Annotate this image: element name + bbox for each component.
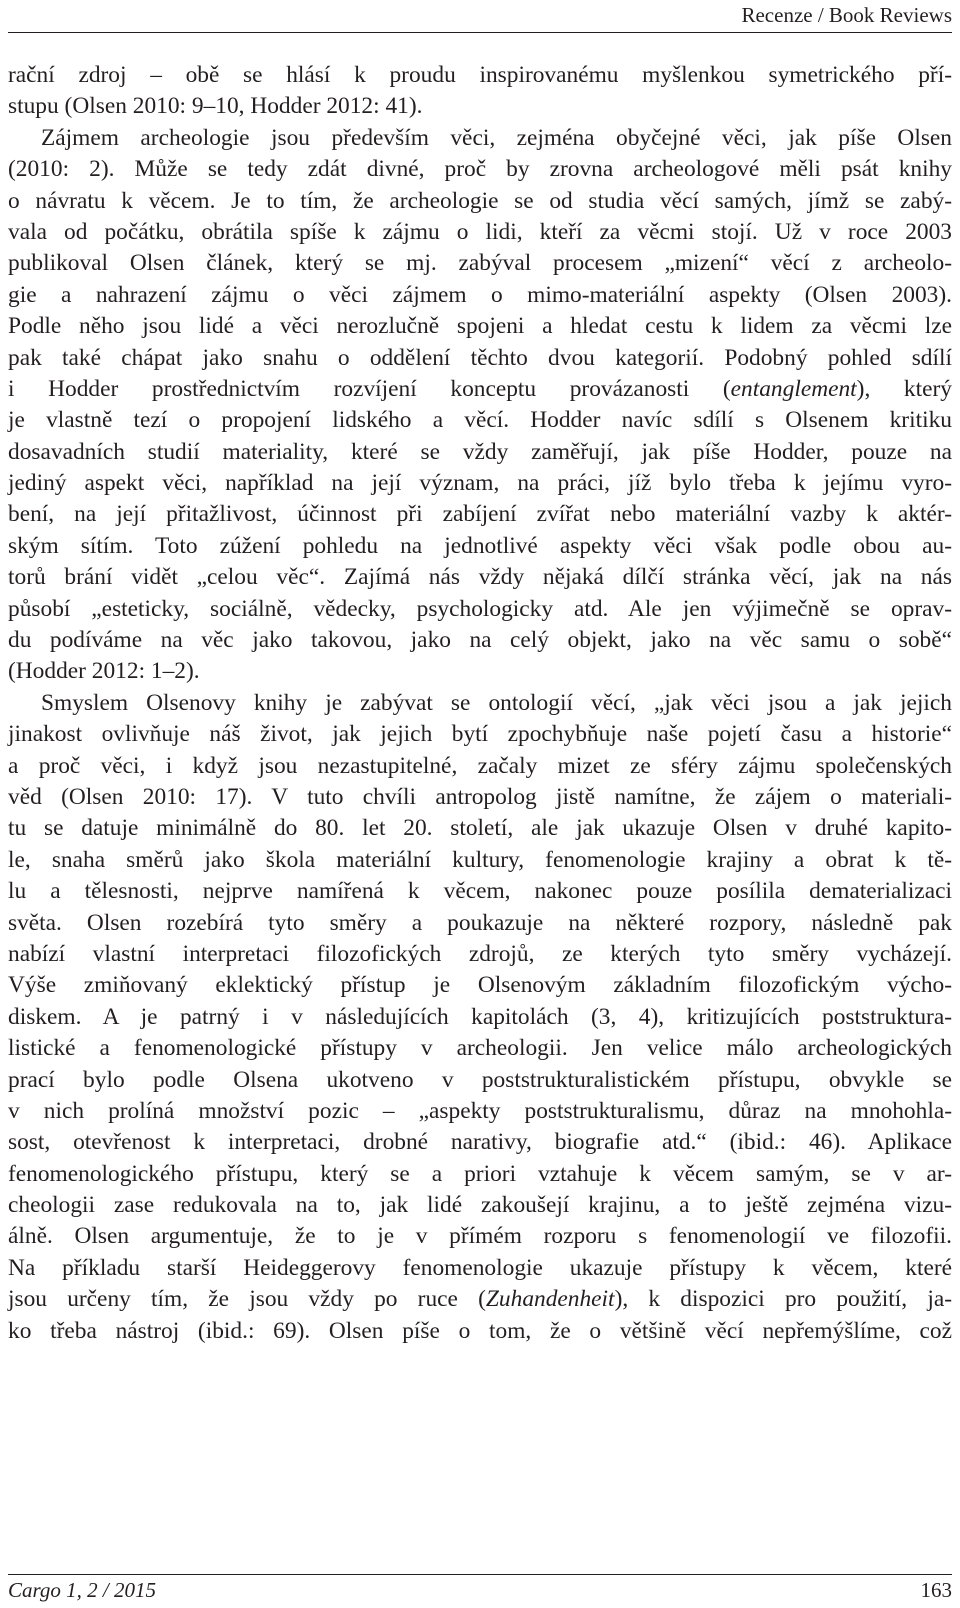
text-line: v nich prolíná množství pozic – „aspekty poststrukturalismu, důraz na mnohohla- <box>8 1097 952 1124</box>
header-rule <box>8 32 952 33</box>
text-line: (2010: 2). Může se tedy zdát divné, proč by zrovna archeologové měli psát knihy <box>8 156 952 183</box>
page-number: 163 <box>920 1578 952 1602</box>
text-line: bení, na její přitažlivost, účinnost při zabíjení zvířat nebo materiální vazby k aktér- <box>8 501 952 528</box>
text-line: jinakost ovlivňuje náš život, jak jejich bytí zpochybňuje naše pojetí času a historie“ <box>8 721 952 748</box>
text-line: Výše zmiňovaný eklektický přístup je Olsenovým základním filozofickým výcho- <box>8 972 952 999</box>
text-line: torů brání vidět „celou věc“. Zajímá nás vždy nějaká dílčí stránka věcí, jak na nás <box>8 564 952 591</box>
journal-citation: Cargo 1, 2 / 2015 <box>8 1578 156 1602</box>
text-line: Zájmem archeologie jsou především věci, zejména obyčejné věci, jak píše Olsen <box>41 124 952 151</box>
text-line: (Hodder 2012: 1–2). <box>8 658 200 685</box>
text-line: Smyslem Olsenovy knihy je zabývat se ontologií věcí, „jak věci jsou a jak jejich <box>41 689 952 716</box>
text-line: lu a tělesnosti, nejprve namířená k věcem, nakonec pouze posílila dematerializaci <box>8 878 952 905</box>
text-line: cheologii zase redukovala na to, jak lidé zakoušejí krajinu, a to ještě zejména vizu- <box>8 1192 952 1219</box>
text-line: a proč věci, i když jsou nezastupitelné, začaly mizet ze sféry zájmu společenských <box>8 752 952 779</box>
text-line: ským sítím. Toto zúžení pohledu na jednotlivé aspekty věci však podle obou au- <box>8 532 952 559</box>
text-line: dosavadních studií materiality, které se vždy zaměřují, jak píše Hodder, pouze na <box>8 438 952 465</box>
text-line: le, snaha směrů jako škola materiální kultury, fenomenologie krajiny a obrat k tě- <box>8 846 952 873</box>
text-line: o návratu k věcem. Je to tím, že archeologie se od studia věcí samých, jímž se zabý- <box>8 187 952 214</box>
text-line: du podíváme na věc jako takovou, jako na celý objekt, jako na věc samu o sobě“ <box>8 627 952 654</box>
text-line: álně. Olsen argumentuje, že to je v přímém rozporu s fenomenologií ve filozofii. <box>8 1223 952 1250</box>
text-line: diskem. A je patrný i v následujících kapitolách (3, 4), kritizujících poststruktura- <box>8 1003 952 1030</box>
text-line: světa. Olsen rozebírá tyto směry a poukazuje na některé rozpory, následně pak <box>8 909 952 936</box>
text-line: gie a nahrazení zájmu o věci zájmem o mimo-materiální aspekty (Olsen 2003). <box>8 281 952 308</box>
text-line: Na příkladu starší Heideggerovy fenomenologie ukazuje přístupy k věcem, které <box>8 1254 952 1281</box>
running-head: Recenze / Book Reviews <box>741 3 952 27</box>
text-line: jsou určeny tím, že jsou vždy po ruce (Zuhandenheit), k dispozici pro použití, ja- <box>8 1286 952 1313</box>
text-line: fenomenologického přístupu, který se a priori vztahuje k věcem samým, se v ar- <box>8 1160 952 1187</box>
text-line: nabízí vlastní interpretaci filozofických zdrojů, ze kterých tyto směry vycházejí. <box>8 940 952 967</box>
text-line: vala od počátku, obrátila spíše k zájmu o lidi, kteří za věcmi stojí. Už v roce 2003 <box>8 218 952 245</box>
text-line: ko třeba nástroj (ibid.: 69). Olsen píše o tom, že o většině věcí nepřemýšlíme, což <box>8 1317 952 1344</box>
text-line: působí „esteticky, sociálně, vědecky, psychologicky atd. Ale jen výjimečně se oprav- <box>8 595 952 622</box>
text-line: i Hodder prostřednictvím rozvíjení konceptu provázanosti (entanglement), který <box>8 375 952 402</box>
text-line: sost, otevřenost k interpretaci, drobné narativy, biografie atd.“ (ibid.: 46). Aplikace <box>8 1129 952 1156</box>
text-line: tu se datuje minimálně do 80. let 20. století, ale jak ukazuje Olsen v druhé kapito- <box>8 815 952 842</box>
text-line: věd (Olsen 2010: 17). V tuto chvíli antropolog jistě namítne, že zájem o materiali- <box>8 783 952 810</box>
text-line: Podle něho jsou lidé a věci nerozlučně spojeni a hledat cestu k lidem za věcmi lze <box>8 313 952 340</box>
text-line: publikoval Olsen článek, který se mj. zabýval procesem „mizení“ věcí z archeolo- <box>8 250 952 277</box>
text-line: je vlastně tezí o propojení lidského a věcí. Hodder navíc sdílí s Olsenem kritiku <box>8 407 952 434</box>
text-line: prací bylo podle Olsena ukotveno v poststrukturalistickém přístupu, obvykle se <box>8 1066 952 1093</box>
text-line: stupu (Olsen 2010: 9–10, Hodder 2012: 41). <box>8 93 423 120</box>
footer-rule <box>8 1574 952 1575</box>
text-line: pak také chápat jako snahu o oddělení těchto dvou kategorií. Podobný pohled sdílí <box>8 344 952 371</box>
text-line: jediný aspekt věci, například na její význam, na práci, jíž bylo třeba k jejímu vyro- <box>8 470 952 497</box>
text-line: listické a fenomenologické přístupy v archeologii. Jen velice málo archeologických <box>8 1035 952 1062</box>
text-line: rační zdroj – obě se hlásí k proudu inspirovanému myšlenkou symetrického pří- <box>8 62 952 88</box>
body-text <box>8 60 952 1347</box>
